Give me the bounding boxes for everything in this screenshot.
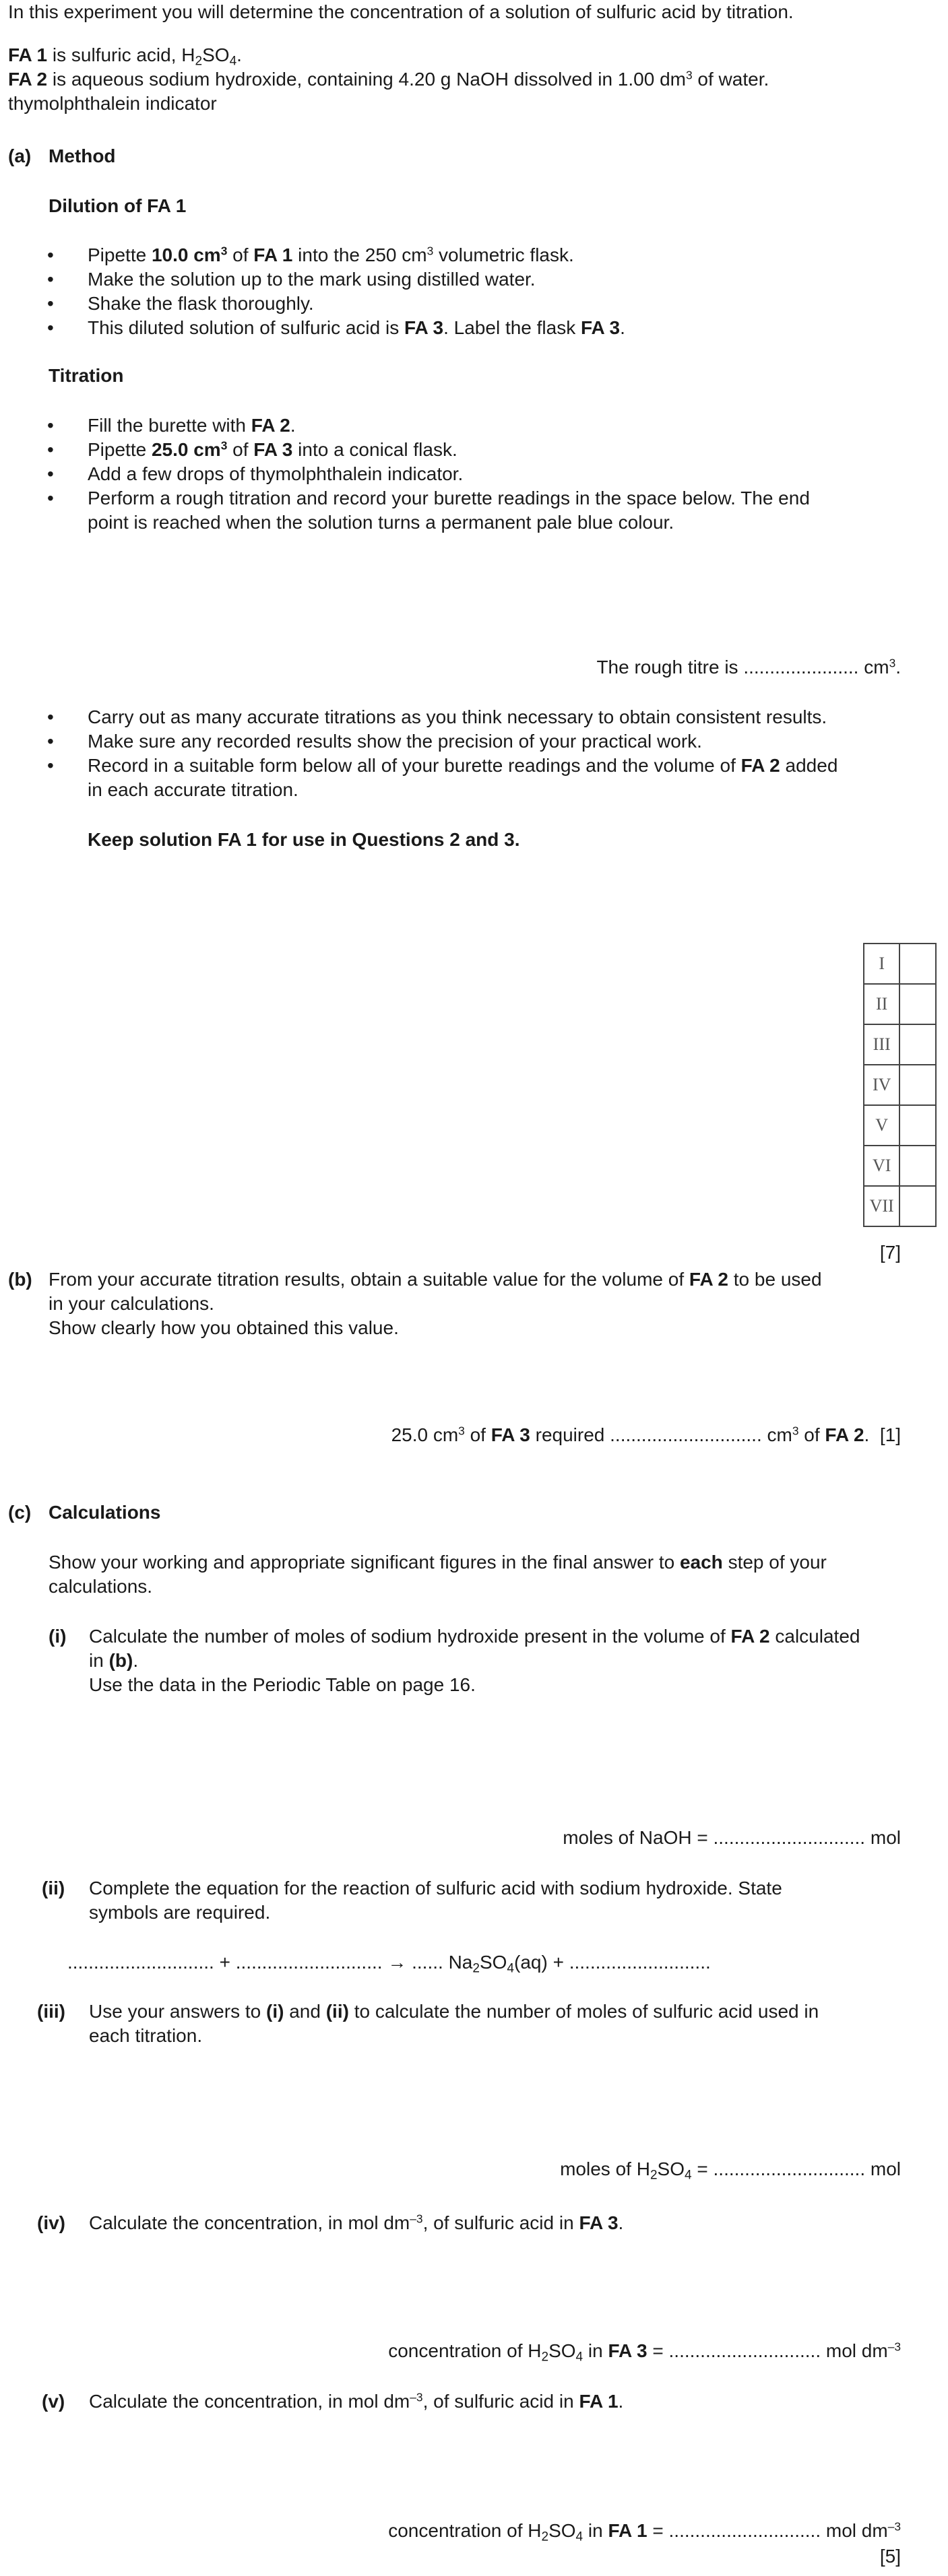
list-item: Fill the burette with FA 2. (88, 415, 296, 436)
fa1-description: FA 1 is sulfuric acid, $H_2SO_4$. (8, 44, 242, 69)
part-c-instructions: calculations. (49, 1576, 153, 1597)
bullet-icon: • (47, 463, 54, 484)
list-item-continuation: in each accurate titration. (88, 779, 298, 800)
list-item: This diluted solution of sulfuric acid is FA 3. Label the flask FA 3. (88, 317, 625, 338)
sub-question-text: symbols are required. (89, 1902, 271, 1923)
marking-grid-row (864, 944, 936, 984)
bullet-icon: • (47, 317, 54, 338)
part-c-marks: [5] (879, 2546, 901, 2567)
moles-naoh-answer[interactable]: moles of NaOH = ............................. mol (563, 1827, 901, 1848)
sub-question-label-i: (i) (49, 1626, 67, 1647)
marking-grid-row (864, 1146, 936, 1186)
bullet-icon: • (47, 415, 54, 436)
marking-grid-row (864, 1186, 936, 1226)
list-item: Record in a suitable form below all of your burette readings and the volume of FA 2 added (88, 755, 838, 776)
part-a-marks: [7] (879, 1242, 901, 1263)
part-b-line: From your accurate titration results, obtain a suitable value for the volume of FA 2 to be used (49, 1269, 822, 1290)
part-b-answer[interactable]: 25.0 $cm^3$ of FA 3 required ............................. $cm^3$ of FA 2. [1] (391, 1424, 901, 1445)
sub-question-label-iii: (iii) (37, 2001, 65, 2022)
marking-grid-cell (899, 944, 936, 984)
moles-h2so4-answer[interactable]: moles of $H_2SO_4$ = ............................. mol (560, 2158, 901, 2183)
part-b-marks: [1] (879, 1424, 901, 1445)
marking-grid-row (864, 1105, 936, 1146)
keep-note: Keep solution FA 1 for use in Questions 2 and 3. (88, 829, 520, 850)
bullet-icon: • (47, 293, 54, 314)
examiner-marking-grid (863, 943, 937, 1227)
list-item-continuation: point is reached when the solution turns a permanent pale blue colour. (88, 512, 674, 533)
sub-question-text: Complete the equation for the reaction of sulfuric acid with sodium hydroxide. State (89, 1878, 782, 1898)
list-item: Shake the flask thoroughly. (88, 293, 314, 314)
sub-question-label-v: (v) (42, 2391, 65, 2412)
marking-grid-row (864, 1065, 936, 1105)
fa2-description: FA 2 is aqueous sodium hydroxide, containing 4.20 g NaOH dissolved in 1.00 $dm^3$ of water. (8, 68, 769, 90)
part-b-label: (b) (8, 1269, 32, 1290)
sub-question-text: Use the data in the Periodic Table on page 16. (89, 1674, 476, 1695)
list-item: Carry out as many accurate titrations as you think necessary to obtain consistent results. (88, 706, 827, 727)
sub-question-label-ii: (ii) (42, 1878, 65, 1898)
marking-grid-label: IV (864, 1065, 899, 1105)
marking-grid-cell (899, 1065, 936, 1105)
rough-titre-answer[interactable]: The rough titre is ...................... $cm^3$. (596, 656, 901, 678)
marking-grid-cell (899, 1105, 936, 1146)
marking-grid-label: III (864, 1024, 899, 1065)
list-item: Add a few drops of thymolphthalein indicator. (88, 463, 464, 484)
sub-question-text: each titration. (89, 2025, 203, 2046)
sub-question-text: Calculate the concentration, in mol $dm^{-3}$, of sulfuric acid in FA 3. (89, 2212, 624, 2233)
part-c-label: (c) (8, 1502, 32, 1523)
bullet-icon: • (47, 439, 54, 460)
part-b-line: in your calculations. (49, 1293, 214, 1314)
sub-question-text: Use your answers to (i) and (ii) to calculate the number of moles of sulfuric acid used in (89, 2001, 819, 2022)
dilution-heading: Dilution of FA 1 (49, 195, 187, 216)
part-a-heading: Method (49, 145, 116, 166)
bullet-icon: • (47, 488, 54, 508)
part-c-instructions: Show your working and appropriate significant figures in the final answer to each step of your (49, 1552, 827, 1573)
marking-grid-label: VI (864, 1146, 899, 1186)
list-item: Perform a rough titration and record your burette readings in the space below. The end (88, 488, 810, 508)
bullet-icon: • (47, 706, 54, 727)
part-b-line: Show clearly how you obtained this value. (49, 1317, 399, 1338)
bullet-icon: • (47, 755, 54, 776)
marking-grid-cell (899, 1186, 936, 1226)
marking-grid-cell (899, 1024, 936, 1065)
marking-grid-cell (899, 984, 936, 1024)
marking-grid-label: V (864, 1105, 899, 1146)
concentration-fa3-answer[interactable]: concentration of $H_2SO_4$ in FA 3 = ............................. mol $dm^{-3}$ (388, 2340, 901, 2365)
bullet-icon: • (47, 244, 54, 265)
bullet-icon: • (47, 731, 54, 752)
list-item: Make the solution up to the mark using distilled water. (88, 269, 536, 290)
marking-grid-label: VII (864, 1186, 899, 1226)
sub-question-text: in (b). (89, 1650, 139, 1671)
list-item: Pipette 10.0 $cm^3$ of FA 1 into the 250 $cm^3$ volumetric flask. (88, 244, 574, 265)
list-item: Make sure any recorded results show the precision of your practical work. (88, 731, 702, 752)
sub-question-text: Calculate the concentration, in mol $dm^{-3}$, of sulfuric acid in FA 1. (89, 2390, 624, 2412)
equation-answer[interactable]: ............................ + ............................ → ...... $Na_2SO_4(aq)$ + ........................... (67, 1952, 711, 1976)
marking-grid-label: I (864, 944, 899, 984)
indicator-line: thymolphthalein indicator (8, 93, 217, 114)
marking-grid-label: II (864, 984, 899, 1024)
sub-question-label-iv: (iv) (37, 2212, 65, 2233)
marking-grid-row (864, 1024, 936, 1065)
bullet-icon: • (47, 269, 54, 290)
marking-grid-row (864, 984, 936, 1024)
sub-question-text: Calculate the number of moles of sodium hydroxide present in the volume of FA 2 calculated (89, 1626, 860, 1647)
intro-line: In this experiment you will determine the concentration of a solution of sulfuric acid by titration. (8, 1, 794, 22)
part-c-heading: Calculations (49, 1502, 161, 1523)
marking-grid-cell (899, 1146, 936, 1186)
titration-heading: Titration (49, 365, 124, 386)
part-a-label: (a) (8, 145, 32, 166)
concentration-fa1-answer[interactable]: concentration of $H_2SO_4$ in FA 1 = ............................. mol $dm^{-3}$ (388, 2519, 901, 2544)
list-item: Pipette 25.0 $cm^3$ of FA 3 into a conical flask. (88, 438, 457, 460)
